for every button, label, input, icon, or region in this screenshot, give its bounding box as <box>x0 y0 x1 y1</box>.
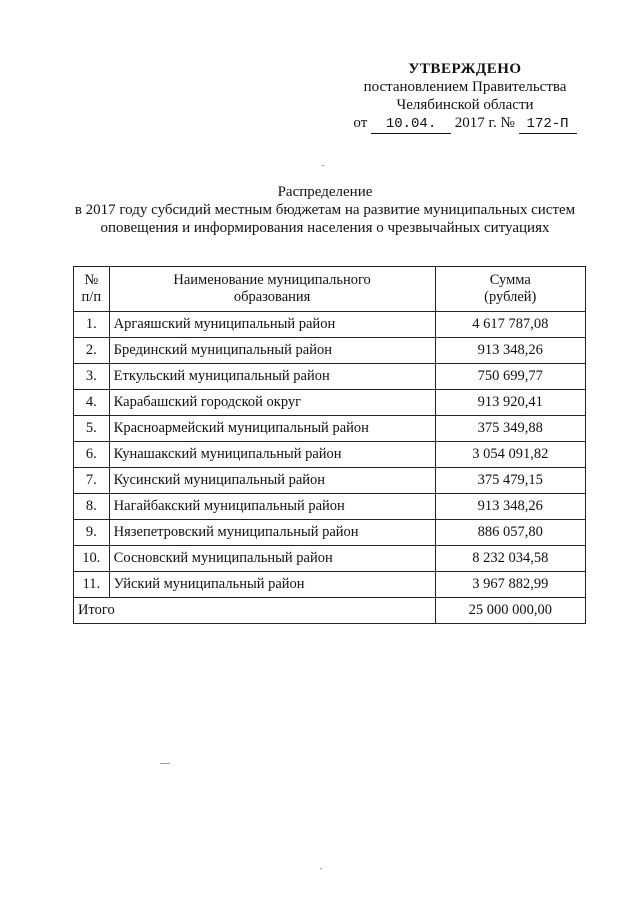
row-sum: 375 479,15 <box>435 468 585 494</box>
table-row <box>74 338 586 364</box>
table-header-row <box>74 267 586 312</box>
row-sum: 3 054 091,82 <box>435 442 585 468</box>
row-sum: 750 699,77 <box>435 364 585 390</box>
row-number: 7. <box>74 468 110 494</box>
heading-line-2: в 2017 году субсидий местным бюджетам на развитие муниципальных систем <box>74 202 576 218</box>
document-heading <box>60 183 590 237</box>
header-name-line-2: образования <box>233 289 311 305</box>
row-name: Кусинский муниципальный район <box>109 468 435 494</box>
row-number: 5. <box>74 416 110 442</box>
table-row <box>74 520 586 546</box>
total-sum: 25 000 000,00 <box>435 598 585 624</box>
approval-line-2: Челябинской области <box>396 97 534 113</box>
header-name <box>109 267 435 312</box>
scan-speck <box>160 763 170 764</box>
row-name: Кунашакский муниципальный район <box>109 442 435 468</box>
table-row <box>74 390 586 416</box>
year-text: 2017 г. № <box>454 115 515 131</box>
header-name-line-1: Наименование муниципального <box>173 272 371 288</box>
row-number: 8. <box>74 494 110 520</box>
heading-line-3: оповещения и информирования населения о чрезвычайных ситуациях <box>100 220 550 236</box>
total-row <box>74 598 586 624</box>
row-name: Сосновский муниципальный район <box>109 546 435 572</box>
table-body <box>74 312 586 598</box>
row-name: Нагайбакский муниципальный район <box>109 494 435 520</box>
table-row <box>74 546 586 572</box>
row-number: 2. <box>74 338 110 364</box>
scan-speck <box>322 165 324 166</box>
table-row <box>74 468 586 494</box>
header-number-line-1: № <box>84 272 99 288</box>
row-name: Еткульский муниципальный район <box>109 364 435 390</box>
table-row <box>74 364 586 390</box>
header-sum-line-2: (рублей) <box>484 289 537 305</box>
approval-line-1: постановлением Правительства <box>363 79 567 95</box>
distribution-table <box>73 266 586 624</box>
header-number <box>74 267 110 312</box>
heading-line-1: Распределение <box>277 184 373 200</box>
row-sum: 913 920,41 <box>435 390 585 416</box>
approval-date: 10.04. <box>371 115 451 134</box>
header-number-line-2: п/п <box>81 289 102 305</box>
table-row <box>74 442 586 468</box>
table-row <box>74 494 586 520</box>
row-name: Аргаяшский муниципальный район <box>109 312 435 338</box>
scan-speck <box>320 868 322 869</box>
row-number: 11. <box>74 572 110 598</box>
table-row <box>74 312 586 338</box>
row-sum: 913 348,26 <box>435 494 585 520</box>
row-number: 9. <box>74 520 110 546</box>
row-number: 6. <box>74 442 110 468</box>
row-sum: 3 967 882,99 <box>435 572 585 598</box>
row-number: 10. <box>74 546 110 572</box>
row-number: 4. <box>74 390 110 416</box>
total-label: Итого <box>74 598 436 624</box>
approval-number: 172-П <box>519 115 577 134</box>
row-name: Уйский муниципальный район <box>109 572 435 598</box>
row-sum: 913 348,26 <box>435 338 585 364</box>
row-sum: 8 232 034,58 <box>435 546 585 572</box>
approval-block <box>340 60 590 134</box>
date-prefix: от <box>353 115 368 131</box>
row-number: 3. <box>74 364 110 390</box>
row-name: Брединский муниципальный район <box>109 338 435 364</box>
row-name: Карабашский городской округ <box>109 390 435 416</box>
table-row <box>74 572 586 598</box>
row-sum: 375 349,88 <box>435 416 585 442</box>
row-sum: 4 617 787,08 <box>435 312 585 338</box>
header-sum-line-1: Сумма <box>489 272 531 288</box>
row-name: Нязепетровский муниципальный район <box>109 520 435 546</box>
approval-title: УТВЕРЖДЕНО <box>408 61 522 77</box>
approval-date-line <box>340 114 590 134</box>
row-number: 1. <box>74 312 110 338</box>
header-sum <box>435 267 585 312</box>
row-sum: 886 057,80 <box>435 520 585 546</box>
row-name: Красноармейский муниципальный район <box>109 416 435 442</box>
table-row <box>74 416 586 442</box>
